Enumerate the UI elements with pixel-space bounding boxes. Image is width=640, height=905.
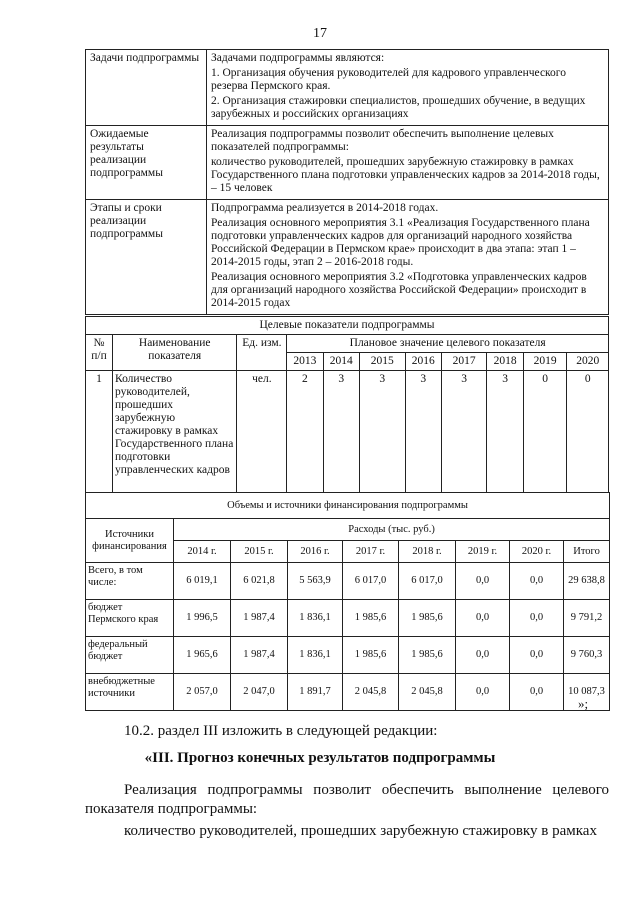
table-row (86, 674, 610, 711)
amount: 1 891,7 (288, 674, 343, 711)
indicator-value: 3 (441, 371, 487, 493)
indicator-name: Количество руководителей, прошедших зарубежную стажировку в рамках Государственного плана подготовки управленческих кадров (112, 371, 237, 493)
amount: 1 987,4 (231, 637, 288, 674)
col-num-header: № п/п (86, 335, 113, 371)
amount: 1 965,6 (174, 637, 231, 674)
table-row (86, 50, 609, 126)
row-label: Задачи подпрограммы (86, 50, 207, 126)
year-header: Итого (564, 541, 610, 563)
amount: 6 021,8 (231, 563, 288, 600)
amount: 1 836,1 (288, 637, 343, 674)
amount: 1 836,1 (288, 600, 343, 637)
indicator-value: 3 (405, 371, 441, 493)
source-label: внебюджетные источники (86, 674, 174, 711)
indicator-value: 2 (287, 371, 323, 493)
subprogram-passport-table (85, 49, 609, 315)
paragraph: Подпрограмма реализуется в 2014-2018 годах. (211, 202, 439, 214)
section-heading: «III. Прогноз конечных результатов подпрограммы (144, 750, 496, 766)
year-header: 2019 г. (456, 541, 510, 563)
amount: 0,0 (510, 600, 564, 637)
indicator-value: 0 (523, 371, 567, 493)
year-header: 2017 г. (343, 541, 399, 563)
year-header: 2015 г. (231, 541, 288, 563)
paragraph: Реализация подпрограммы позволит обеспечить выполнение целевых показателей подпрограммы: (211, 128, 554, 153)
amount: 0,0 (456, 637, 510, 674)
year-header: 2015 (359, 353, 405, 371)
indicator-value: 3 (359, 371, 405, 493)
section-title: Объемы и источники финансирования подпрограммы (86, 493, 610, 519)
source-label: бюджет Пермского края (86, 600, 174, 637)
amount: 0,0 (456, 600, 510, 637)
row-content (207, 200, 609, 315)
amendment-line: 10.2. раздел III изложить в следующей редакции: (124, 723, 438, 739)
table-row (86, 200, 609, 315)
year-header: 2020 (567, 353, 609, 371)
row-content (207, 50, 609, 126)
body-line: количество руководителей, прошедших зарубежную стажировку в рамках (124, 823, 597, 839)
amount: 1 985,6 (343, 600, 399, 637)
paragraph: Реализация основного мероприятия 3.2 «Подготовка управленческих кадров для организаций народного хозяйства Российской Федерации» происходит в 2014-2015 годах (211, 271, 587, 309)
year-header: 2019 (523, 353, 567, 371)
year-header: 2017 (441, 353, 487, 371)
financing-table (85, 492, 610, 711)
table-row (86, 637, 610, 674)
indicator-unit: чел. (237, 371, 287, 493)
amount: 0,0 (456, 563, 510, 600)
col-plan-header: Плановое значение целевого показателя (287, 335, 609, 353)
year-header: 2014 (323, 353, 359, 371)
col-unit-header: Ед. изм. (237, 335, 287, 371)
amount: 1 996,5 (174, 600, 231, 637)
table-row (86, 600, 610, 637)
source-label: Всего, в том числе: (86, 563, 174, 600)
paragraph: Реализация основного мероприятия 3.1 «Реализация Государственного плана подготовки управленческих кадров для организаций народного хозяйства Российской Федерации в Пермском крае» происходит в два этапа: этап 1 – 2014-2015 годы, этап 2 – 2016-2018 годы. (211, 217, 590, 268)
amount: 6 017,0 (399, 563, 456, 600)
year-header: 2020 г. (510, 541, 564, 563)
row-num: 1 (86, 371, 113, 493)
paragraph: 1. Организация обучения руководителей для кадрового управленческого резерва Пермского края. (211, 67, 566, 92)
table-row (86, 563, 610, 600)
row-content (207, 126, 609, 200)
year-header: 2018 (487, 353, 523, 371)
page-number: 17 (313, 26, 327, 41)
amount: 0,0 (510, 637, 564, 674)
amount: 0,0 (510, 674, 564, 711)
amount: 6 017,0 (343, 563, 399, 600)
year-header: 2018 г. (399, 541, 456, 563)
amount: 6 019,1 (174, 563, 231, 600)
amount-total: 10 087,3 (564, 674, 610, 711)
row-label: Этапы и сроки реализации подпрограммы (86, 200, 207, 315)
amount: 1 985,6 (399, 637, 456, 674)
year-header: 2014 г. (174, 541, 231, 563)
indicator-value: 3 (323, 371, 359, 493)
amount-total: 9 791,2 (564, 600, 610, 637)
body-paragraph: Реализация подпрограммы позволит обеспечить выполнение целевого показателя подпрограммы: (85, 782, 609, 817)
table-row (86, 126, 609, 200)
indicator-value: 0 (567, 371, 609, 493)
amount: 2 057,0 (174, 674, 231, 711)
year-header: 2013 (287, 353, 323, 371)
table-row (86, 371, 609, 493)
amount: 1 985,6 (399, 600, 456, 637)
amount: 0,0 (510, 563, 564, 600)
target-indicators-table (85, 316, 609, 493)
paragraph: Задачами подпрограммы являются: (211, 52, 385, 64)
amount: 1 987,4 (231, 600, 288, 637)
row-label: Ожидаемые результаты реализации подпрограммы (86, 126, 207, 200)
source-label: федеральный бюджет (86, 637, 174, 674)
col-source-header: Источники финансирования (86, 519, 174, 563)
amount-total: 29 638,8 (564, 563, 610, 600)
section-title: Целевые показатели подпрограммы (86, 317, 609, 335)
paragraph: 2. Организация стажировки специалистов, прошедших обучение, в ведущих зарубежных и российских организациях (211, 95, 586, 120)
amount: 2 045,8 (399, 674, 456, 711)
col-name-header: Наименование показателя (112, 335, 237, 371)
indicator-value: 3 (487, 371, 523, 493)
closing-quote: »; (578, 696, 589, 711)
amount: 1 985,6 (343, 637, 399, 674)
year-header: 2016 г. (288, 541, 343, 563)
amount: 2 047,0 (231, 674, 288, 711)
amount: 2 045,8 (343, 674, 399, 711)
col-expenses-header: Расходы (тыс. руб.) (174, 519, 610, 541)
amount: 0,0 (456, 674, 510, 711)
year-header: 2016 (405, 353, 441, 371)
amount-total: 9 760,3 (564, 637, 610, 674)
paragraph: количество руководителей, прошедших зарубежную стажировку в рамках Государственного плана подготовки управленческих кадров за 2014-2018 годы, – 15 человек (211, 156, 600, 194)
amount: 5 563,9 (288, 563, 343, 600)
